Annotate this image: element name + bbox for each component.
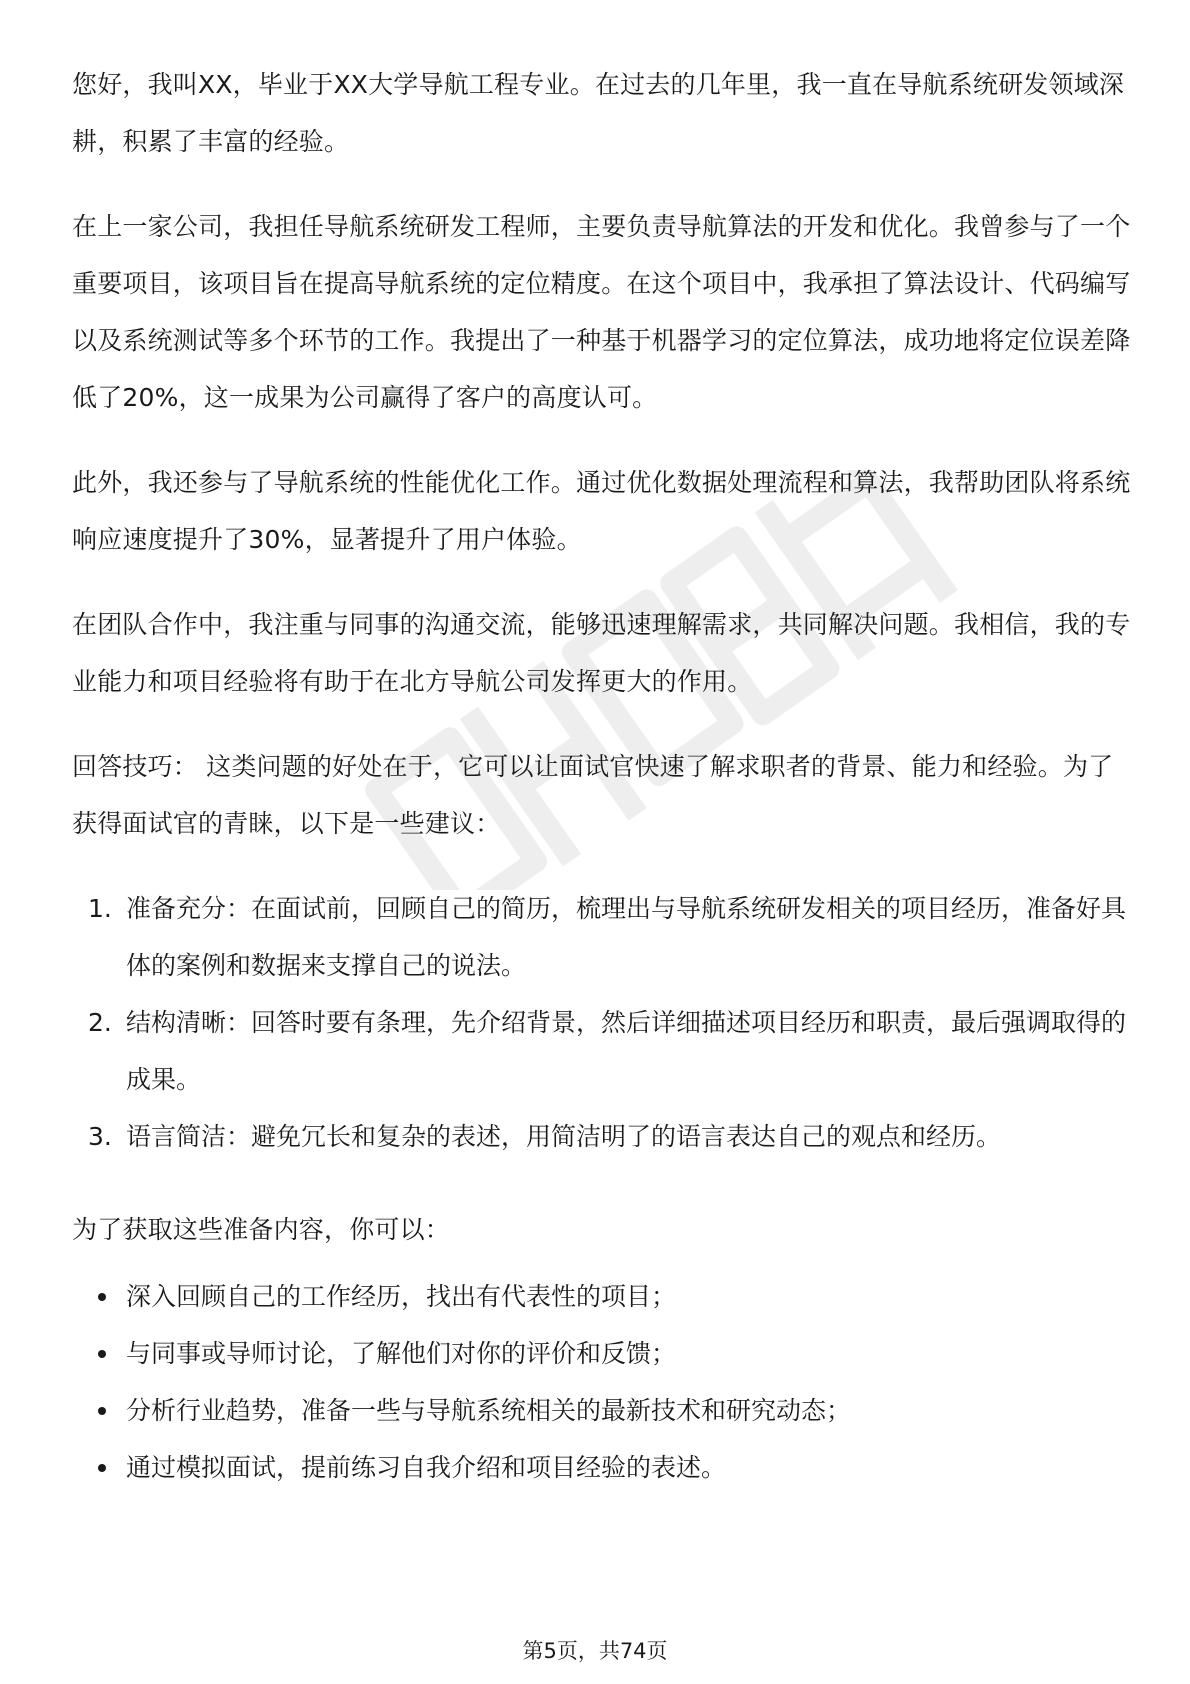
list-item-text: 通过模拟面试，提前练习自我介绍和项目经验的表述。 [126,1453,727,1482]
bullet-list [72,1268,1132,1496]
list-item [72,1268,1132,1325]
list-item-text: 与同事或导师讨论，了解他们对你的评价和反馈； [126,1339,677,1368]
document-body [72,56,1132,1496]
tips-list [72,880,1132,1165]
paragraph-bullets-intro: 为了获取这些准备内容，你可以： [72,1215,451,1244]
bullet-icon [98,1350,106,1358]
list-item-text: 语言简洁：避免冗长和复杂的表述，用简洁明了的语言表达自己的观点和经历。 [126,1122,1002,1151]
list-number: 2. [88,1008,112,1037]
paragraph-teamwork: 在团队合作中，我注重与同事的沟通交流，能够迅速理解需求，共同解决问题。我相信，我的专业能力和项目经验将有助于在北方导航公司发挥更大的作用。 [72,610,1131,696]
list-item [72,880,1132,994]
list-item-text: 深入回顾自己的工作经历，找出有代表性的项目； [126,1282,677,1311]
bullet-icon [98,1407,106,1415]
list-item-text: 准备充分：在面试前，回顾自己的简历，梳理出与导航系统研发相关的项目经历，准备好具体的案例和数据来支撑自己的说法。 [126,894,1127,980]
list-item-text: 分析行业趋势，准备一些与导航系统相关的最新技术和研究动态； [126,1396,852,1425]
page-footer: 第5页，共74页 [522,1639,668,1663]
paragraph-project: 在上一家公司，我担任导航系统研发工程师，主要负责导航算法的开发和优化。我曾参与了一个重要项目，该项目旨在提高导航系统的定位精度。在这个项目中，我承担了算法设计、代码编写以及系统测试等多个环节的工作。我提出了一种基于机器学习的定位算法，成功地将定位误差降低了20%，这一成果为公司赢得了客户的高度认可。 [72,212,1131,412]
paragraph-performance: 此外，我还参与了导航系统的性能优化工作。通过优化数据处理流程和算法，我帮助团队将系统响应速度提升了30%，显著提升了用户体验。 [72,468,1131,554]
list-number: 3. [88,1122,112,1151]
list-item [72,994,1132,1108]
paragraph-answer-tips: 回答技巧： 这类问题的好处在于，它可以让面试官快速了解求职者的背景、能力和经验。为了获得面试官的青睐，以下是一些建议： [72,752,1114,838]
list-number: 1. [88,894,112,923]
list-item [72,1108,1132,1165]
bullet-icon [98,1464,106,1472]
paragraph-intro: 您好，我叫XX，毕业于XX大学导航工程专业。在过去的几年里，我一直在导航系统研发领域深耕，积累了丰富的经验。 [72,70,1125,156]
list-item [72,1382,1132,1439]
list-item [72,1439,1132,1496]
list-item [72,1325,1132,1382]
list-item-text: 结构清晰：回答时要有条理，先介绍背景，然后详细描述项目经历和职责，最后强调取得的成果。 [126,1008,1127,1094]
bullet-icon [98,1293,106,1301]
